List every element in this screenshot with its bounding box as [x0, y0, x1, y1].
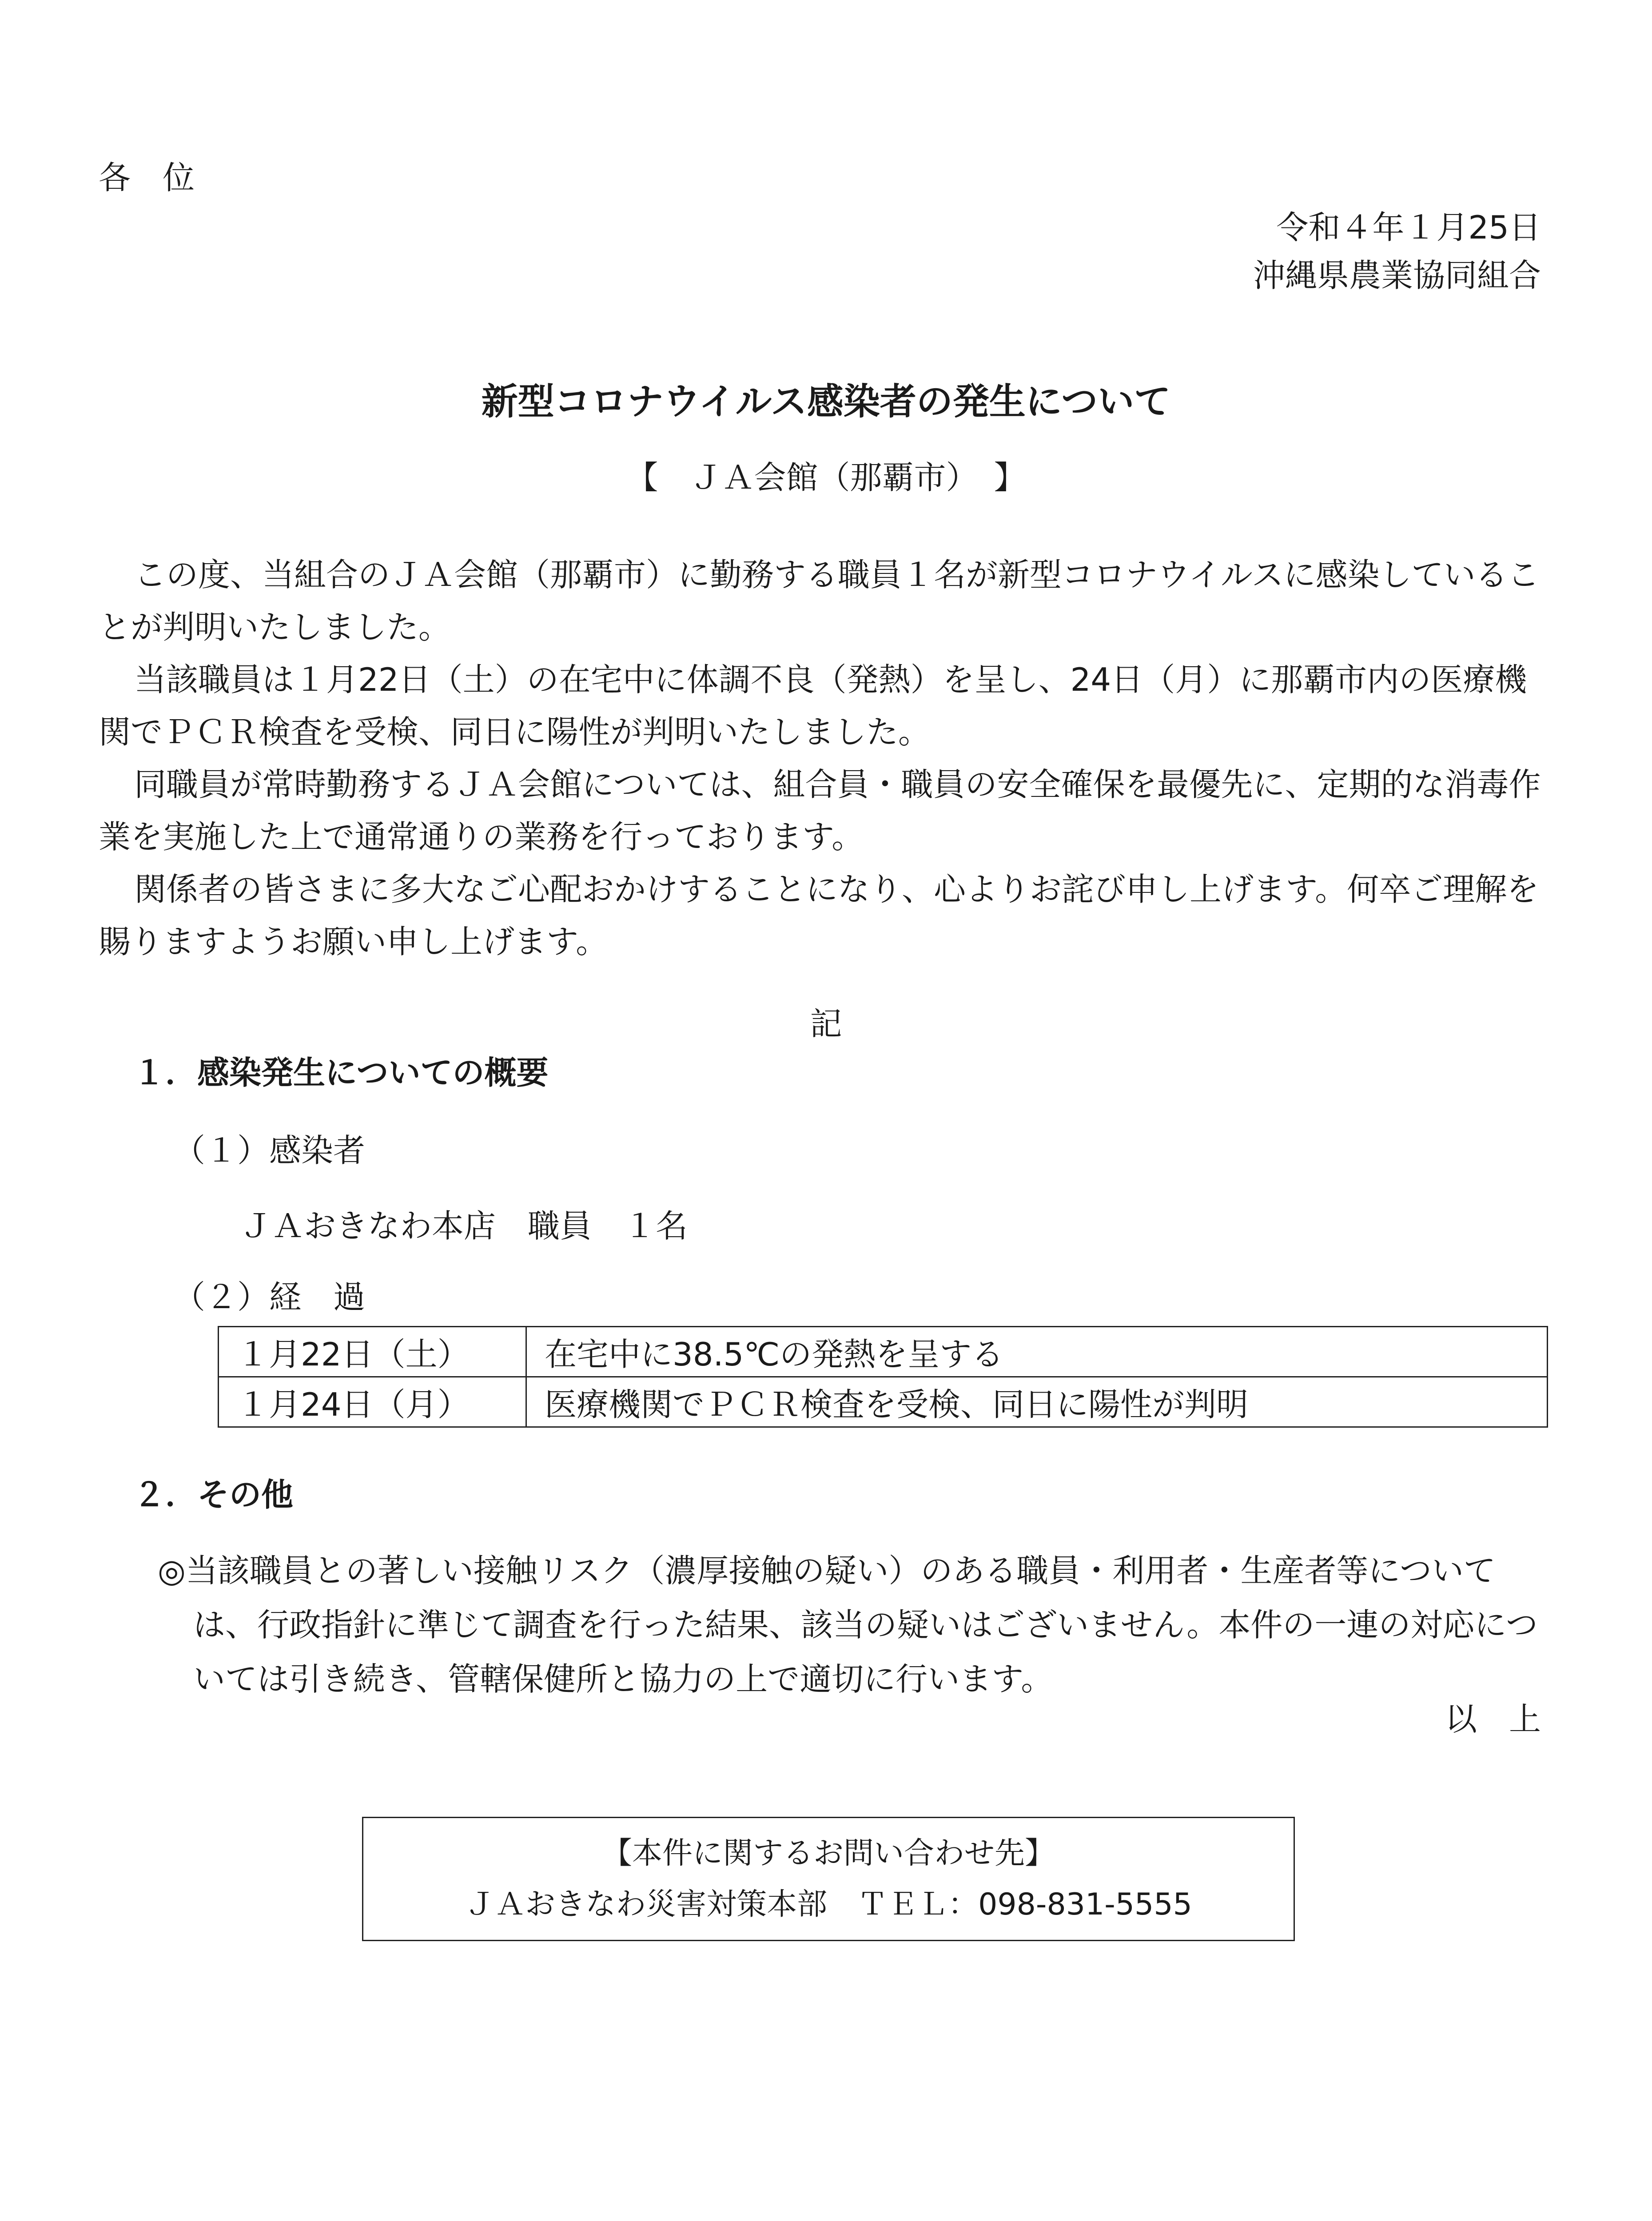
organization-name: 沖縄県農業協同組合	[1253, 257, 1541, 294]
progress-date: １月22日（土）	[219, 1327, 526, 1377]
ki-label: 記	[810, 1005, 842, 1043]
contact-box	[362, 1817, 1295, 1941]
body-paragraph: 同職員が常時勤務するＪＡ会館については、組合員・職員の安全確保を最優先に、定期的な消毒作業を実施した上で通常通りの業務を行っております。	[99, 766, 1541, 856]
body-text	[99, 549, 1553, 968]
document-subtitle: 【 ＪＡ会館（那覇市） 】	[626, 459, 1026, 496]
contact-label: 【本件に関するお問い合わせ先】	[601, 1836, 1055, 1871]
progress-table	[218, 1326, 1548, 1428]
table-row	[219, 1377, 1548, 1427]
table-row	[219, 1327, 1548, 1377]
contact-line: ＪＡおきなわ災害対策本部 ＴＥＬ：098-831-5555	[465, 1887, 1192, 1922]
body-paragraph: 当該職員は１月22日（土）の在宅中に体調不良（発熱）を呈し、24日（月）に那覇市内の医療機関でＰＣＲ検査を受検、同日に陽性が判明いたしました。	[99, 661, 1527, 751]
note-text: ◎当該職員との著しい接触リスク（濃厚接触の疑い）のある職員・利用者・生産者等については、行政指針に準じて調査を行った結果、該当の疑いはございません。本件の一連の対応については引き続き、管轄保健所と協力の上で適切に行います。	[158, 1552, 1538, 1698]
infected-detail: ＪＡおきなわ本店 職員 １名	[240, 1207, 688, 1245]
document-title: 新型コロナウイルス感染者の発生について	[481, 381, 1171, 423]
infected-heading: （１）感染者	[173, 1132, 366, 1169]
progress-heading: （２）経 過	[173, 1278, 366, 1316]
progress-date: １月24日（月）	[219, 1377, 526, 1427]
body-paragraph: この度、当組合のＪＡ会館（那覇市）に勤務する職員１名が新型コロナウイルスに感染していることが判明いたしました。	[99, 556, 1540, 646]
section1-heading: １．感染発生についての概要	[133, 1054, 549, 1091]
section2-heading: ２．その他	[133, 1476, 294, 1513]
issue-date: 令和４年１月25日	[1276, 209, 1541, 246]
addressee: 各 位	[99, 159, 195, 196]
progress-event: 在宅中に38.5℃の発熱を呈する	[526, 1327, 1548, 1377]
progress-event: 医療機関でＰＣＲ検査を受検、同日に陽性が判明	[526, 1377, 1548, 1427]
closing-mark: 以 上	[1445, 1700, 1541, 1738]
body-paragraph: 関係者の皆さまに多大なご心配おかけすることになり、心よりお詫び申し上げます。何卒ご理解を賜りますようお願い申し上げます。	[99, 871, 1539, 960]
section2-note	[158, 1544, 1557, 1706]
